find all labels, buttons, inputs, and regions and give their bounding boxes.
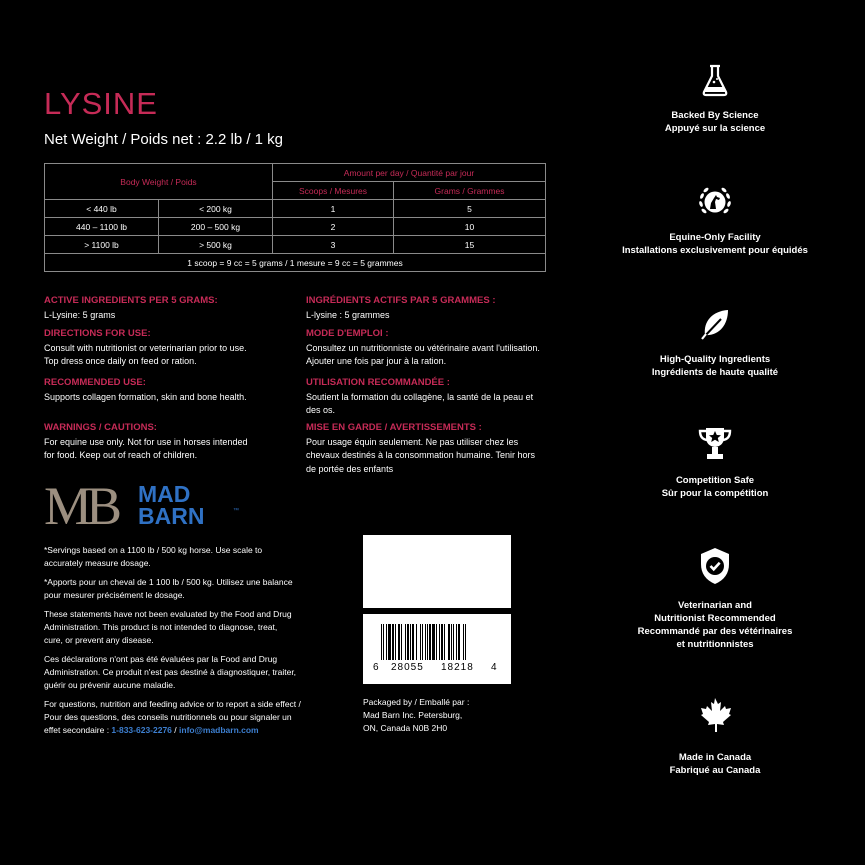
note-servings-en: *Servings based on a 1100 lb / 500 kg horse. Use scale to accurately measure dosage.: [44, 545, 263, 568]
disclaimer-notes: [44, 544, 344, 743]
table-cell: < 200 kg: [159, 200, 273, 218]
recommended-fr: [306, 376, 561, 418]
section-text: Top dress once daily on feed or ration.: [44, 356, 197, 366]
barcode-bar: [422, 624, 423, 660]
barcode-bar: [398, 624, 400, 660]
section-text: Consult with nutritionist or veterinarian prior to use.: [44, 342, 247, 353]
section-text: des os.: [306, 405, 336, 415]
packaged-by: [363, 696, 469, 735]
barcode: [363, 614, 511, 684]
section-text: Consultez un nutritionniste ou vétérinaire avant l'utilisation.: [306, 342, 540, 353]
table-cell: 200 – 500 kg: [159, 218, 273, 236]
section-heading: ACTIVE INGREDIENTS PER 5 GRAMS:: [44, 295, 218, 306]
barcode-bar: [383, 624, 384, 660]
barcode-bar: [401, 624, 402, 660]
section-text: Supports collagen formation, skin and bone health.: [44, 391, 247, 402]
table-row: [45, 200, 546, 218]
dosage-table: [44, 163, 546, 272]
barcode-digit: 4: [491, 662, 497, 673]
amount-header: Amount per day / Quantité par jour: [273, 164, 546, 182]
logo-word-barn: BARN: [138, 503, 205, 529]
section-text: chevaux destinés à la consommation humaine. Tenir hors: [306, 450, 535, 460]
table-cell: > 1100 lb: [45, 236, 159, 254]
table-cell: 5: [394, 200, 546, 218]
warnings-en: [44, 421, 299, 463]
table-footer: 1 scoop = 9 cc = 5 grams / 1 mesure = 9 cc = 5 grammes: [45, 254, 546, 272]
barcode-bar: [429, 624, 431, 660]
table-cell: 3: [273, 236, 394, 254]
feature-ingredients: High-Quality Ingredients Ingrédients de haute qualité: [590, 305, 840, 379]
grams-header: Grams / Grammes: [394, 182, 546, 200]
barcode-bar: [388, 624, 391, 660]
barcode-bar: [441, 624, 443, 660]
scoops-header: Scoops / Mesures: [273, 182, 394, 200]
barcode-bar: [395, 624, 396, 660]
table-row: [45, 236, 546, 254]
barcode-bar: [451, 624, 452, 660]
table-cell: 2: [273, 218, 394, 236]
section-heading: MISE EN GARDE / AVERTISSEMENTS :: [306, 422, 482, 433]
feature-science: Backed By Science Appuyé sur la science: [590, 62, 840, 135]
active-ingredients-en: [44, 294, 299, 322]
active-ingredients-fr: [306, 294, 561, 322]
barcode-bar: [439, 624, 440, 660]
barcode-bar: [427, 624, 428, 660]
logo-wordmark: [138, 483, 204, 527]
flask-icon: [697, 62, 733, 98]
section-text: Ajouter une fois par jour à la ration.: [306, 356, 447, 366]
note-fda-en: These statements have not been evaluated by the Food and Drug Administration. This product is not intended to diagnose, treat, cure, or prevent any disease.: [44, 609, 292, 645]
section-heading: RECOMMENDED USE:: [44, 377, 146, 388]
email-link[interactable]: info@madbarn.com: [179, 725, 259, 735]
note-contact: For questions, nutrition and feeding advice or to report a side effect / Pour des questions, des conseils nutritionnels ou pour signaler un effet secondaire : 1-833-623-2276 / info@madbarn.com: [44, 699, 301, 735]
table-cell: 440 – 1100 lb: [45, 218, 159, 236]
section-text: Soutient la formation du collagène, la santé de la peau et: [306, 391, 534, 402]
barcode-bar: [416, 624, 417, 660]
barcode-bar: [463, 624, 464, 660]
phone-link[interactable]: 1-833-623-2276: [111, 725, 172, 735]
body-weight-header: Body Weight / Poids: [45, 164, 273, 200]
section-heading: UTILISATION RECOMMANDÉE :: [306, 377, 450, 388]
shield-check-icon: [697, 546, 733, 586]
barcode-bar: [392, 624, 394, 660]
note-servings-fr: *Apports pour un cheval de 1 100 lb / 500 kg. Utilisez une balance pour mesurer précisément le dosage.: [44, 577, 293, 600]
table-row: [45, 218, 546, 236]
section-text: L-lysine : 5 grammes: [306, 309, 390, 320]
barcode-bar: [410, 624, 411, 660]
table-cell: 15: [394, 236, 546, 254]
barcode-bar: [420, 624, 421, 660]
table-cell: 1: [273, 200, 394, 218]
leaf-icon: [697, 305, 733, 341]
section-text: L-Lysine: 5 grams: [44, 309, 116, 320]
section-text: for food. Keep out of reach of children.: [44, 450, 198, 460]
barcode-digits: 18218: [441, 662, 474, 673]
barcode-bar: [448, 624, 450, 660]
table-cell: > 500 kg: [159, 236, 273, 254]
packaged-line: Mad Barn Inc. Petersburg,: [363, 710, 463, 720]
barcode-bar: [386, 624, 387, 660]
section-heading: INGRÉDIENTS ACTIFS PAR 5 GRAMMES :: [306, 295, 496, 306]
packaged-line: ON, Canada N0B 2H0: [363, 723, 448, 733]
packaged-line: Packaged by / Emballé par :: [363, 697, 470, 707]
barcode-bar: [412, 624, 414, 660]
section-heading: WARNINGS / CAUTIONS:: [44, 422, 157, 433]
feature-made-in-canada: Made in Canada Fabriqué au Canada: [590, 696, 840, 777]
table-cell: < 440 lb: [45, 200, 159, 218]
directions-en: [44, 327, 299, 369]
trademark-symbol: ™: [233, 508, 239, 514]
feature-equine-only: Equine-Only Facility Installations exclusivement pour équidés: [590, 182, 840, 257]
barcode-bar: [405, 624, 406, 660]
barcode-bar: [465, 624, 466, 660]
barcode-bars: [363, 614, 511, 684]
maple-leaf-icon: [696, 696, 734, 734]
warnings-fr: [306, 421, 561, 476]
net-weight: Net Weight / Poids net : 2.2 lb / 1 kg: [44, 131, 284, 148]
barcode-bar: [453, 624, 454, 660]
logo-monogram: MB: [44, 476, 117, 536]
section-heading: DIRECTIONS FOR USE:: [44, 328, 151, 339]
barcode-bar: [407, 624, 409, 660]
table-cell: 10: [394, 218, 546, 236]
barcode-bar: [432, 624, 435, 660]
logo-word-mad: MAD: [138, 481, 191, 507]
mad-barn-logo: [44, 478, 244, 534]
barcode-bar: [381, 624, 382, 660]
section-heading: MODE D'EMPLOI :: [306, 328, 389, 339]
section-text: For equine use only. Not for use in horses intended: [44, 436, 248, 447]
product-title: LYSINE: [44, 86, 158, 121]
horse-badge-icon: [695, 182, 735, 222]
feature-competition: Competition Safe Sûr pour la compétition: [590, 424, 840, 500]
barcode-bar: [456, 624, 457, 660]
barcode-bar: [425, 624, 426, 660]
barcode-digits: 28055: [391, 662, 424, 673]
barcode-bar: [458, 624, 460, 660]
barcode-bar: [436, 624, 437, 660]
note-fda-fr: Ces déclarations n'ont pas été évaluées par la Food and Drug Administration. Ce produit n'est pas destiné à diagnostiquer, traiter, guérir ou prévenir aucune maladie.: [44, 654, 297, 690]
recommended-en: [44, 376, 299, 404]
section-text: Pour usage équin seulement. Ne pas utiliser chez les: [306, 436, 519, 447]
feature-vet-recommended: Veterinarian and Nutritionist Recommended Recommandé par des vétérinaires et nutritionnistes: [590, 546, 840, 651]
directions-fr: [306, 327, 561, 369]
barcode-digit: 6: [373, 662, 379, 673]
barcode-bar: [444, 624, 445, 660]
trophy-icon: [696, 424, 734, 464]
section-text: de portée des enfants: [306, 463, 394, 474]
lot-label-box: [363, 535, 511, 608]
